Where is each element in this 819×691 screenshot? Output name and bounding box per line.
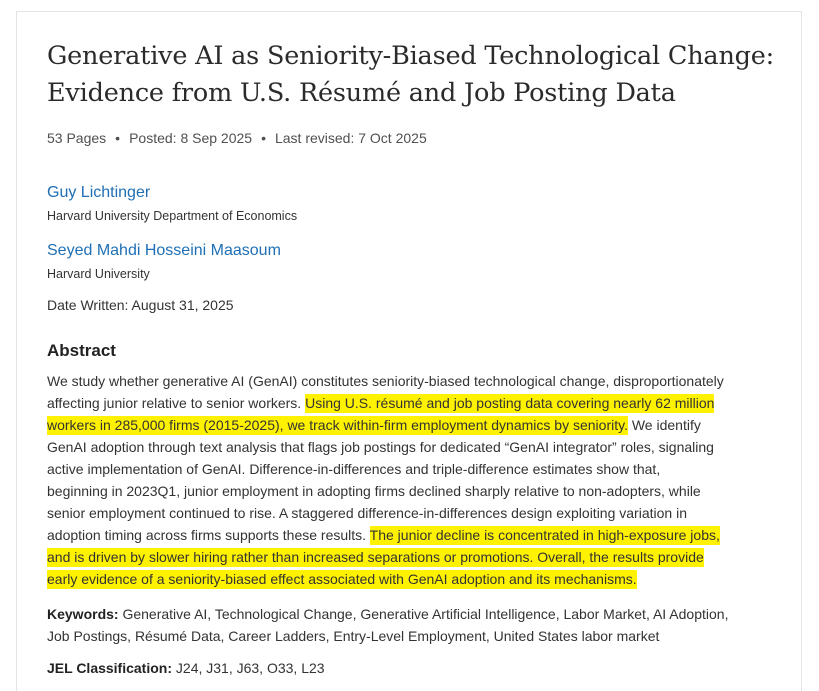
abstract-highlighted-text: The junior decline is concentrated in high-exposure jobs, — [369, 527, 720, 543]
abstract-highlighted-text: and is driven by slower hiring rather than increased separations or promotions. Overall, the results provide — [47, 549, 704, 565]
author-link-1[interactable]: Guy Lichtinger — [47, 184, 151, 201]
abstract-line — [47, 546, 782, 568]
abstract-body — [47, 370, 782, 590]
abstract-text: GenAI adoption through text analysis that flags job postings for dedicated “GenAI integrator” roles, signaling — [47, 439, 714, 455]
paper-title-line-2: Evidence from U.S. Résumé and Job Posting Data — [47, 78, 676, 108]
abstract-line — [47, 458, 782, 480]
abstract-line — [47, 524, 782, 546]
abstract-line — [47, 392, 782, 414]
abstract-text: senior employment continued to rise. A staggered difference-in-differences design exploiting variation in — [47, 505, 687, 521]
abstract-text: We identify — [627, 417, 701, 433]
abstract-line — [47, 436, 782, 458]
abstract-text: active implementation of GenAI. Difference-in-differences and triple-difference estimates show that, — [47, 461, 661, 477]
paper-meta — [47, 129, 427, 147]
abstract-line — [47, 414, 782, 436]
abstract-highlighted-text: Using U.S. résumé and job posting data covering nearly 62 million — [305, 395, 715, 411]
abstract-line — [47, 480, 782, 502]
abstract-line — [47, 568, 782, 590]
abstract-text: We study whether generative AI (GenAI) constitutes seniority-biased technological change, disproportionately — [47, 373, 724, 389]
abstract-text: beginning in 2023Q1, junior employment in adopting firms declined sharply relative to non-adopters, while — [47, 483, 701, 499]
abstract-line — [47, 502, 782, 524]
abstract-text: affecting junior relative to senior workers. — [47, 395, 306, 411]
date-written: Date Written: August 31, 2025 — [47, 297, 234, 313]
page-count: 53 Pages — [47, 130, 107, 146]
author-affiliation-1: Harvard University Department of Economics — [47, 209, 298, 223]
keywords-text-1: Generative AI, Technological Change, Generative Artificial Intelligence, Labor Market, AI Adoption, — [118, 606, 729, 622]
abstract-heading: Abstract — [47, 341, 116, 360]
author-affiliation-2: Harvard University — [47, 267, 150, 281]
keywords-label: Keywords: — [47, 606, 119, 622]
last-revised-date: Last revised: 7 Oct 2025 — [274, 130, 427, 146]
keywords — [47, 603, 782, 647]
paper-card — [16, 11, 802, 691]
keywords-line-1 — [47, 603, 782, 625]
posted-date: Posted: 8 Sep 2025 — [129, 130, 253, 146]
meta-separator: • — [115, 130, 121, 146]
abstract-text: adoption timing across firms supports these results. — [47, 527, 370, 543]
abstract-highlighted-text: workers in 285,000 firms (2015-2025), we track within-firm employment dynamics by seniority. — [47, 417, 628, 433]
keywords-line-2: Job Postings, Résumé Data, Career Ladders, Entry-Level Employment, United States labor market — [47, 628, 660, 644]
author-link-2[interactable]: Seyed Mahdi Hosseini Maasoum — [47, 242, 281, 259]
paper-title-line-1: Generative AI as Seniority-Biased Technological Change: — [47, 41, 775, 71]
abstract-line — [47, 370, 782, 392]
abstract-highlighted-text: early evidence of a seniority-biased effect associated with GenAI adoption and its mechanisms. — [47, 571, 637, 587]
paper-title — [47, 38, 782, 112]
jel-codes: J24, J31, J63, O33, L23 — [172, 660, 325, 676]
jel-label: JEL Classification: — [47, 660, 173, 676]
meta-separator: • — [261, 130, 266, 146]
